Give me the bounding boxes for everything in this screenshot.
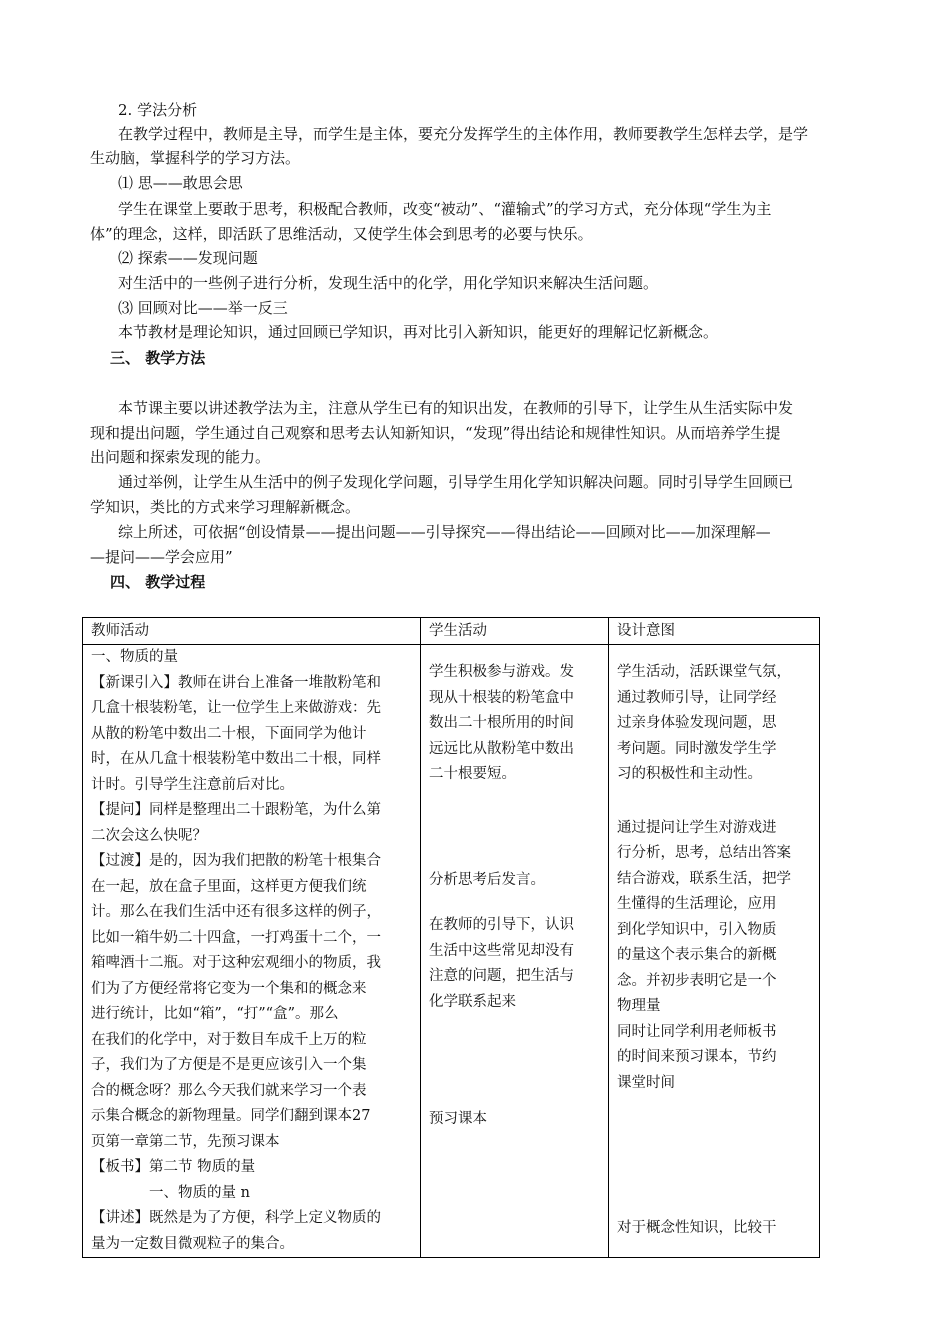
header-student-activity: 学生活动 — [421, 618, 609, 645]
teacher-line: 计。那么在我们生活中还有很多这样的例子， — [91, 904, 381, 920]
student-line: 在教师的引导下，认识 — [429, 917, 574, 933]
design-line: 考问题。同时激发学生学 — [617, 740, 777, 757]
student-line: 化学联系起来 — [429, 993, 516, 1010]
design-line: 习的积极性和主动性。 — [617, 766, 762, 782]
teaching-process-table — [82, 617, 820, 1258]
design-line: 生懂得的生活理论，应用 — [617, 896, 777, 912]
teacher-line: 在我们的化学中，对于数目车成千上万的粒 — [91, 1031, 367, 1048]
design-line: 过亲身体验发现问题，思 — [617, 715, 777, 731]
teacher-line: 子，我们为了方便是不是更应该引入一个集 — [91, 1057, 367, 1073]
student-line: 数出二十根所用的时间 — [429, 715, 574, 731]
section3-heading: 三、 教学方法 — [110, 349, 206, 367]
section2-title: 2. 学法分析 — [118, 101, 198, 119]
design-line: 学生活动，活跃课堂气氛， — [617, 664, 791, 680]
section3-para2-line-1: 通过举例，让学生从生活中的例子发现化学问题，引导学生用化学知识解决问题。同时引导学生回顾已 — [118, 473, 794, 491]
item3-title: ⑶ 回顾对比——举一反三 — [118, 299, 288, 317]
teacher-line: 进行统计，比如“箱”，“打”“盒”。那么 — [91, 1006, 339, 1022]
teacher-line: 们为了方便经常将它变为一个集和的概念来 — [91, 980, 367, 997]
teacher-line: 量为一定数目微观粒子的集合。 — [91, 1235, 294, 1252]
section3-para2-line-2: 学知识，类比的方式来学习理解新概念。 — [90, 498, 361, 516]
section3-para3-line-1: 综上所述，可依据“创设情景——提出问题——引导探究——得出结论——回顾对比——加深理解— — [118, 523, 771, 541]
teacher-line: 【过渡】是的，因为我们把散的粉笔十根集合 — [91, 853, 381, 869]
design-line: 对于概念性知识，比较干 — [617, 1220, 777, 1236]
design-line: 念。并初步表明它是一个 — [617, 972, 777, 989]
student-line: 远远比从散粉笔中数出 — [429, 740, 574, 757]
section3-para1-line-3: 出问题和探索发现的能力。 — [90, 448, 271, 466]
design-line: 的时间来预习课本，节约 — [617, 1049, 777, 1065]
teacher-line: 二次会这么快呢？ — [91, 827, 207, 844]
student-line: 预习课本 — [429, 1111, 487, 1127]
teacher-line: 【讲述】既然是为了方便，科学上定义物质的 — [91, 1210, 381, 1226]
table-header-row — [83, 618, 820, 645]
table-row — [83, 645, 820, 1258]
design-line: 同时让同学利用老师板书 — [617, 1023, 777, 1040]
teacher-line: 在一起，放在盒子里面，这样更方便我们统 — [91, 878, 367, 895]
section3-para1-line-2: 现和提出问题，学生通过自己观察和思考去认知新知识，“发现”得出结论和规律性知识。从而培养学生提 — [90, 424, 781, 442]
teacher-line: 时，在从几盒十根装粉笔中数出二十根，同样 — [91, 751, 381, 767]
teacher-line: 箱啤酒十二瓶。对于这种宏观细小的物质，我 — [91, 955, 381, 971]
teacher-line: 【提问】同样是整理出二十跟粉笔，为什么第 — [91, 802, 381, 818]
design-line: 行分析，思考，总结出答案 — [617, 845, 791, 861]
student-line: 二十根要短。 — [429, 766, 516, 782]
student-line: 学生积极参与游戏。发 — [429, 664, 574, 680]
section3-para1-line-1: 本节课主要以讲述教学法为主，注意从学生已有的知识出发，在教师的引导下，让学生从生活实际中发 — [118, 399, 794, 417]
student-line: 分析思考后发言。 — [429, 871, 545, 888]
header-design-intent: 设计意图 — [609, 618, 820, 645]
section3-para3-line-2: —提问——学会应用” — [90, 548, 233, 566]
student-line: 现从十根装的粉笔盒中 — [429, 689, 574, 706]
item1-line-1: 学生在课堂上要敢于思考，积极配合教师，改变“被动”、“灌输式”的学习方式，充分体现“学生为主 — [118, 200, 772, 218]
teacher-line: 【新课引入】教师在讲台上准备一堆散粉笔和 — [91, 674, 381, 691]
student-line: 生活中这些常见却没有 — [429, 942, 574, 959]
teacher-line: 从散的粉笔中数出二十根，下面同学为他计 — [91, 725, 367, 742]
section4-heading: 四、 教学过程 — [110, 573, 206, 591]
item2-line-1: 对生活中的一些例子进行分析，发现生活中的化学，用化学知识来解决生活问题。 — [118, 274, 659, 292]
teacher-line: 几盒十根装粉笔，让一位学生上来做游戏：先 — [91, 700, 381, 716]
design-line: 通过提问让学生对游戏进 — [617, 819, 777, 836]
student-activity-cell — [421, 645, 609, 1258]
section2-intro-line-2: 生动脑，掌握科学的学习方法。 — [90, 149, 301, 167]
design-line: 物理量 — [617, 998, 661, 1014]
design-line: 到化学知识中，引入物质 — [617, 921, 777, 938]
header-teacher-activity: 教师活动 — [83, 618, 421, 645]
design-line: 课堂时间 — [617, 1074, 675, 1091]
item2-title: ⑵ 探索——发现问题 — [118, 249, 258, 267]
teacher-line: 示集合概念的新物理量。同学们翻到课本27 — [91, 1108, 371, 1124]
section2-intro-line-1: 在教学过程中，教师是主导，而学生是主体，要充分发挥学生的主体作用，教师要教学生怎样去学，是学 — [118, 125, 809, 143]
teacher-line: 一、物质的量 n — [149, 1184, 250, 1201]
teacher-line: 一、物质的量 — [91, 649, 178, 665]
teacher-line: 比如一箱牛奶二十四盒，一打鸡蛋十二个，一 — [91, 929, 381, 946]
teacher-line: 【板书】第二节 物质的量 — [91, 1159, 256, 1175]
design-line: 的量这个表示集合的新概 — [617, 947, 777, 963]
item1-line-2: 体”的理念，这样，即活跃了思维活动，又使学生体会到思考的必要与快乐。 — [90, 225, 593, 243]
teacher-activity-cell — [83, 645, 421, 1258]
teacher-line: 页第一章第二节，先预习课本 — [91, 1133, 280, 1150]
teacher-line: 计时。引导学生注意前后对比。 — [91, 776, 294, 793]
item3-line-1: 本节教材是理论知识，通过回顾已学知识，再对比引入新知识，能更好的理解记忆新概念。 — [118, 323, 719, 341]
design-intent-cell — [609, 645, 820, 1258]
student-line: 注意的问题，把生活与 — [429, 968, 574, 984]
design-line: 结合游戏，联系生活，把学 — [617, 870, 791, 887]
design-line: 通过教师引导，让同学经 — [617, 689, 777, 706]
teacher-line: 合的概念呀？那么今天我们就来学习一个表 — [91, 1082, 367, 1099]
item1-title: ⑴ 思——敢思会思 — [118, 174, 243, 192]
